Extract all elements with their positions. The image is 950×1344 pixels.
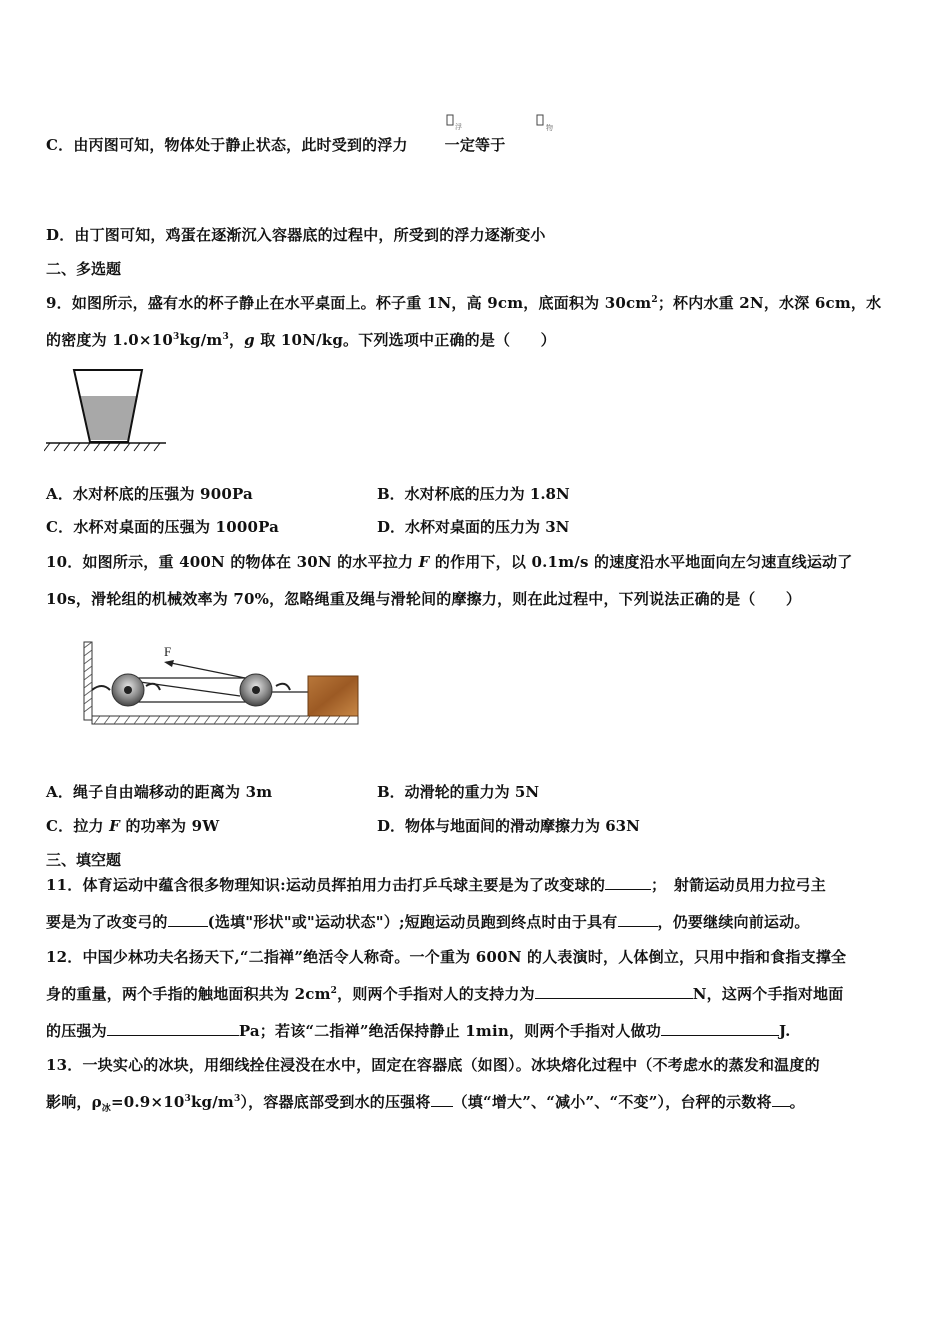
q11-l2-b: (选填"形状"或"运动状态"）;短跑运动员跑到终点时由于具有: [207, 913, 618, 931]
svg-text:物: 物: [546, 124, 553, 132]
q8-option-c-text-a: C．由丙图可知，物体处于静止状态，此时受到的浮力: [46, 136, 408, 154]
q11-blank-3[interactable]: [618, 912, 658, 927]
force-label: F: [164, 644, 172, 659]
q9-l2-g: g: [244, 331, 255, 349]
q13-l2-c: kg/m: [190, 1093, 235, 1111]
q10-option-d: D．物体与地面间的滑动摩擦力为 63N: [377, 817, 640, 835]
q9-l2-d: 取 10N/kg。下列选项中正确的是（ ）: [254, 331, 556, 349]
q10-stem-line1: [46, 551, 852, 572]
q9-l2-a: 的密度为 1.0×10: [46, 331, 173, 349]
force-arrowhead: [164, 660, 174, 667]
q12-blank-1[interactable]: [535, 984, 693, 999]
q12-blank-2[interactable]: [107, 1021, 239, 1036]
q12-line2: [46, 983, 843, 1004]
q10-c-a: C．拉力: [46, 817, 110, 835]
q9-stem-line2: [46, 329, 556, 350]
left-hook: [92, 686, 110, 690]
q8-option-c-text-b: 一定等于: [444, 136, 506, 154]
formula-image-g-object: [536, 114, 562, 138]
q11-blank-2[interactable]: [168, 912, 208, 927]
q11-l1-a: 11．体育运动中蕴含很多物理知识:运动员挥拍用力击打乒乓球主要是为了改变球的: [46, 876, 606, 894]
q12-l2-c: N，这两个手指对地面: [692, 985, 844, 1003]
q13-l2-sub: 冰: [101, 1104, 111, 1114]
q12-blank-3[interactable]: [661, 1021, 779, 1036]
q9-stem-line1: [46, 292, 881, 313]
q13-l2-b: =0.9×10: [110, 1093, 185, 1111]
q12-line1: 12．中国少林功夫名扬天下,“二指禅”绝活令人称奇。一个重为 600N 的人表演时，人体倒立，只用中指和食指支撑全: [46, 948, 847, 966]
q12-line3: [46, 1020, 791, 1041]
q10-stem-line2: 10s，滑轮组的机械效率为 70%，忽略绳重及绳与滑轮间的摩擦力，则在此过程中，下列说法正确的是（ ）: [46, 590, 802, 608]
section-title-fill-blank: 三、填空题: [46, 851, 122, 869]
q10-l1-a: 10．如图所示，重 400N 的物体在 30N 的水平拉力: [46, 553, 419, 571]
q10-l1-f: F: [418, 553, 430, 571]
force-arrow: [166, 662, 255, 680]
table-hatching: [44, 443, 160, 451]
q12-l3-c: J.: [779, 1022, 791, 1040]
q13-blank-1[interactable]: [431, 1092, 453, 1107]
ropes: [128, 678, 308, 702]
q10-option-c: [46, 815, 219, 836]
q12-l2-b: ，则两个手指对人的支持力为: [337, 985, 535, 1003]
q9-l1-sup: 2: [651, 295, 658, 305]
q8-option-c: [46, 134, 505, 155]
q11-l1-b: ； 射箭运动员用力拉弓主: [651, 876, 826, 894]
q12-l2-sup: 2: [330, 986, 338, 996]
q9-l1-b: ；杯内水重 2N，水深 6cm，水: [657, 294, 882, 312]
q12-l2-a: 身的重量，两个手指的触地面积共为 2cm: [46, 985, 331, 1003]
q9-l2-c: ，: [228, 331, 245, 349]
q9-l1-a: 9．如图所示，盛有水的杯子静止在水平桌面上。杯子重 1N，高 9cm，底面积为 30cm: [46, 294, 652, 312]
q13-l2-e: （填“增大”、“减小”、“不变”），台秤的示数将: [452, 1093, 772, 1111]
q13-l2-a: 影响，ρ: [46, 1093, 102, 1111]
q10-l1-b: 的作用下，以 0.1m/s 的速度沿水平地面向左匀速直线运动了: [429, 553, 853, 571]
q9-l2-sup2: 3: [222, 332, 229, 342]
q13-l2-f: 。: [789, 1093, 805, 1111]
q11-line1: [46, 874, 826, 895]
q9-option-b: B．水对杯底的压力为 1.8N: [377, 485, 570, 503]
q11-blank-1[interactable]: [605, 875, 651, 890]
q13-l2-sup: 3: [184, 1094, 191, 1104]
q10-option-b: B．动滑轮的重力为 5N: [377, 783, 540, 801]
q9-option-c: C．水杯对桌面的压强为 1000Pa: [46, 518, 280, 536]
wall: [84, 642, 92, 720]
q13-line2: [46, 1091, 805, 1114]
wooden-block: [308, 676, 358, 716]
right-pulley-hook: [276, 684, 290, 690]
q13-l2-d: ），容器底部受到水的压强将: [240, 1093, 431, 1111]
q11-l2-a: 要是为了改变弓的: [46, 913, 168, 931]
q10-c-b: 的功率为 9W: [120, 817, 220, 835]
q11-line2: [46, 911, 810, 932]
q11-l2-c: ，仍要继续向前运动。: [657, 913, 810, 931]
q13-blank-2[interactable]: [772, 1092, 790, 1107]
q10-option-a: A．绳子自由端移动的距离为 3m: [46, 783, 273, 801]
formula-image-f-float: [446, 114, 468, 136]
q13-line1: 13．一块实心的冰块，用细线拴住浸没在水中，固定在容器底（如图）。冰块熔化过程中（不考虑水的蒸发和温度的: [46, 1056, 820, 1074]
q9-l2-sup: 3: [172, 332, 180, 342]
q9-option-a: A．水对杯底的压强为 900Pa: [46, 485, 253, 503]
section-title-multi-choice: 二、多选题: [46, 260, 122, 278]
cup-figure: [44, 368, 170, 458]
q8-option-d: D．由丁图可知，鸡蛋在逐渐沉入容器底的过程中，所受到的浮力逐渐变小: [46, 226, 546, 244]
pulley-figure: [80, 640, 364, 734]
q12-l3-a: 的压强为: [46, 1022, 107, 1040]
q9-option-d: D．水杯对桌面的压力为 3N: [377, 518, 570, 536]
q9-l2-b: kg/m: [179, 331, 223, 349]
svg-text:浮: 浮: [455, 123, 462, 131]
q10-c-f: F: [109, 817, 121, 835]
q12-l3-b: Pa；若该“二指禅”绝活保持静止 1min，则两个手指对人做功: [238, 1022, 662, 1040]
q13-l2-sup2: 3: [234, 1094, 241, 1104]
